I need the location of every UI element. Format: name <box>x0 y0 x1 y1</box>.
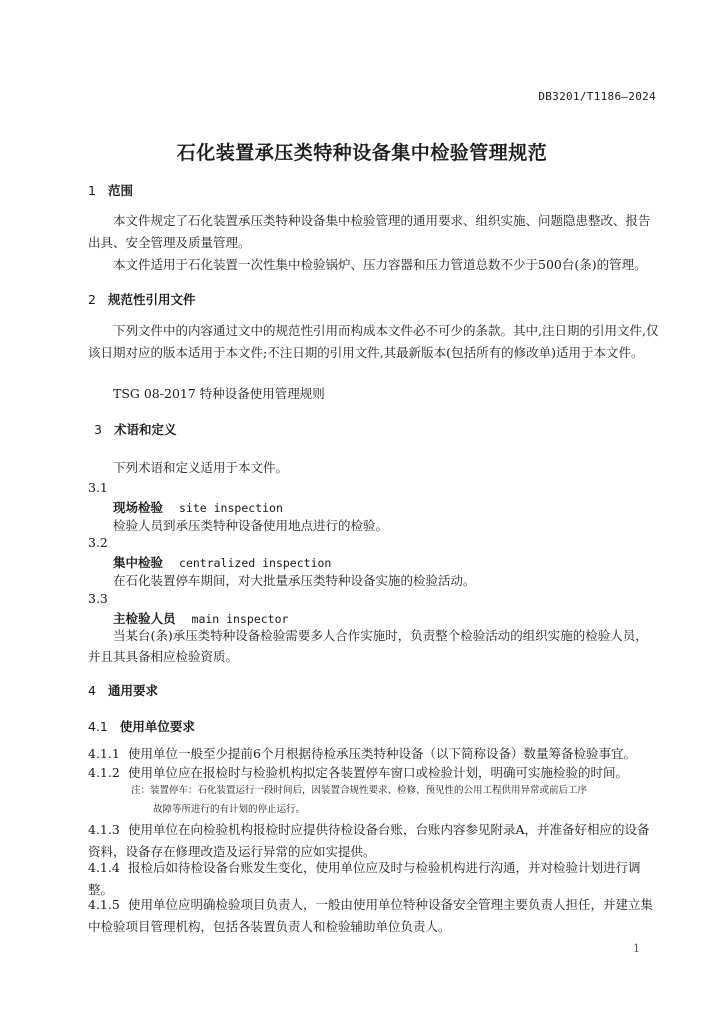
clause-text: 使用单位应明确检验项目负责人，一般由使用单位特种设备安全管理主要负责人担任，并建立集中检验项目管理机构，包括各装置负责人和检验辅助单位负责人。 <box>88 897 654 934</box>
section-title: 术语和定义 <box>113 422 177 437</box>
section-number: 4 <box>88 683 96 698</box>
term-chinese: 现场检验 <box>113 500 164 515</box>
section-number: 4.1 <box>88 719 108 734</box>
section-title: 通用要求 <box>107 683 158 698</box>
clause-text: 报检后如待检设备台账发生变化，使用单位应及时与检验机构进行沟通，并对检验计划进行调整。 <box>88 860 641 897</box>
clause-number: 4.1.3 <box>88 822 120 837</box>
note-line: 故障等所进行的有计划的停止运行。 <box>153 804 306 815</box>
section-1-heading <box>88 181 133 199</box>
standard-code: DB3201/T1186—2024 <box>538 90 656 103</box>
clause-4-1-5 <box>88 894 660 938</box>
term-definition: 在石化装置停车期间，对大批量承压类特种设备实施的检验活动。 <box>113 573 476 588</box>
clause-number: 4.1.5 <box>88 897 120 912</box>
clause-number: 4.1.2 <box>88 765 120 780</box>
term-definition: 当某台(条)承压类特种设备检验需要多人合作实施时，负责整个检验活动的组织实施的检验人员，并且其具备相应检验资质。 <box>88 628 648 664</box>
section-title: 规范性引用文件 <box>107 292 196 307</box>
section-2-heading <box>88 290 195 308</box>
document-title: 石化装置承压类特种设备集中检验管理规范 <box>176 142 548 164</box>
clause-text: 使用单位在向检验机构报检时应提供待检设备台账，台账内容参见附录A，并准备好相应的设备资料，设备存在修理改造及运行异常的应如实提供。 <box>88 822 650 859</box>
term-number: 3.2 <box>88 535 108 550</box>
term-english: main inspector <box>191 612 289 626</box>
section-4-heading <box>88 681 158 699</box>
term-chinese: 集中检验 <box>113 555 164 570</box>
page-number: 1 <box>633 942 640 955</box>
term-number: 3.1 <box>88 480 108 495</box>
note-line: 注：装置停车：石化装置运行一段时间后，因装置合规性要求、检修、预见性的公用工程供用异常或前后工序 <box>131 785 588 796</box>
term-chinese: 主检验人员 <box>113 611 176 626</box>
note <box>131 781 661 819</box>
paragraph: 本文件规定了石化装置承压类特种设备集中检验管理的通用要求、组织实施、问题隐患整改、报告出具、安全管理及质量管理。 <box>88 213 651 250</box>
section-number: 3 <box>94 422 102 437</box>
term-english: site inspection <box>179 501 283 515</box>
subsection-4-1-heading <box>88 717 195 735</box>
term-number: 3.3 <box>88 591 108 606</box>
paragraph: 本文件适用于石化装置一次性集中检验锅炉、压力容器和压力管道总数不少于500台(条)的管理。 <box>113 257 647 272</box>
clause-number: 4.1.4 <box>88 860 120 875</box>
clause-number: 4.1.1 <box>88 746 120 761</box>
term-english: centralized inspection <box>179 556 332 570</box>
section-number: 1 <box>88 183 96 198</box>
section-number: 2 <box>88 292 96 307</box>
paragraph: 下列文件中的内容通过文中的规范性引用而构成本文件必不可少的条款。其中,注日期的引用文件,仅该日期对应的版本适用于本文件;不注日期的引用文件,其最新版本(包括所有的修改单)适用于本文件。 <box>88 323 659 360</box>
section-title: 范围 <box>107 183 133 198</box>
clause-text: 使用单位应在报检时与检验机构拟定各装置停车窗口或检验计划，明确可实施检验的时间。 <box>128 765 629 780</box>
section-3-heading <box>94 420 176 438</box>
paragraph: 下列术语和定义适用于本文件。 <box>113 460 289 475</box>
section-title: 使用单位要求 <box>119 719 195 734</box>
clause-text: 使用单位一般至少提前6个月根据待检承压类特种设备（以下简称设备）数量筹备检验事宜。 <box>128 746 636 761</box>
term-definition: 检验人员到承压类特种设备使用地点进行的检验。 <box>113 518 389 533</box>
reference-item: TSG 08-2017 特种设备使用管理规则 <box>113 386 325 401</box>
